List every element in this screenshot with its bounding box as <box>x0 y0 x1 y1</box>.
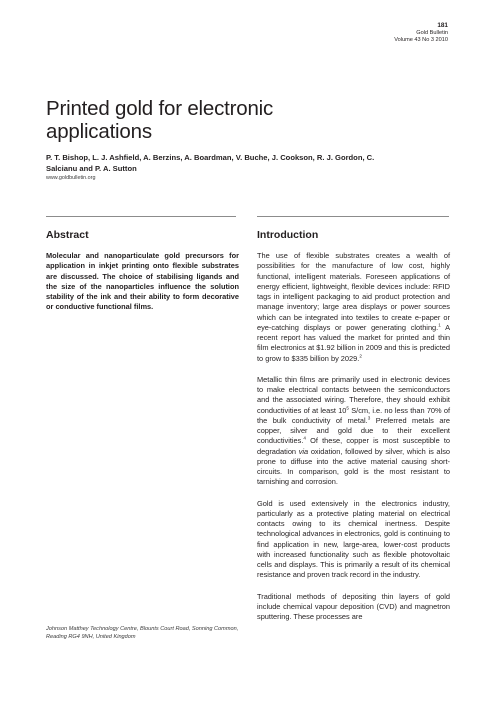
intro-paragraph-3: Gold is used extensively in the electronics industry, particularly as a protective plating material on electrical contacts owing to its chemical inertness. Despite technological advances in electronics, gold is continuing to find application in new, large-area, lower-cost products with increased functionality such as flexible photovoltaic cells and displays. This is primarily a result of its chemical resistance and proven track record in the industry. <box>257 498 450 580</box>
affiliation: Johnson Matthey Technology Centre, Blounts Court Road, Sonning Common, Reading RG4 9NH, United Kingdom <box>46 626 239 641</box>
intro-paragraph-1 <box>257 251 450 364</box>
intro-paragraph-2 <box>257 375 450 488</box>
intro-p2-text-d: Of these, copper is most susceptible to degradation <box>257 436 450 456</box>
introduction-body <box>257 251 450 633</box>
via-italic: via <box>298 446 309 456</box>
intro-paragraph-4: Traditional methods of depositing thin layers of gold include chemical vapour deposition (CVD) and magnetron sputtering. These processes are <box>257 591 450 621</box>
article-title: Printed gold for electronic applications <box>46 97 274 143</box>
journal-url[interactable]: www.goldbulletin.org <box>46 175 96 181</box>
volume-info: Volume 43 No 3 2010 <box>394 37 448 44</box>
exponent: 5 <box>346 405 349 411</box>
intro-p2-text-c: Preferred metals are copper, silver and gold due to their excellent conductivities. <box>257 415 450 446</box>
introduction-heading: Introduction <box>257 229 319 241</box>
citation-1: 1 <box>438 322 441 328</box>
abstract-heading: Abstract <box>46 229 89 241</box>
abstract-text: Molecular and nanoparticulate gold precursors for application in inkjet printing onto flexible substrates are discussed. The choice of stabilising ligands and the size of the nanoparticles influence the solution stability of the ink and their ability to form decorative or conductive functional films. <box>46 251 239 312</box>
citation-3: 3 <box>367 415 371 421</box>
intro-p2-text-b: S/cm, i.e. no less than 70% of the bulk conductivity of metal. <box>257 405 450 425</box>
page-number: 181 <box>437 22 448 29</box>
intro-p2-text-e: oxidation, followed by silver, which is also prone to diffuse into the active material causing short-circuits. In comparison, gold is the most resistant to tarnishing and corrosion. <box>257 446 450 487</box>
introduction-divider <box>257 216 449 217</box>
running-header <box>394 22 448 45</box>
author-list: P. T. Bishop, L. J. Ashfield, A. Berzins, A. Boardman, V. Buche, J. Cookson, R. J. Gordon, C. Salcianu and P. A. Sutton <box>46 153 375 173</box>
intro-p1-text-2: A recent report has valued the market for printed and thin film electronics at $1.92 billion in 2009 and this is predicted to grow to $335 billion by 2029. <box>257 322 451 363</box>
citation-4: 4 <box>303 435 306 441</box>
abstract-divider <box>46 216 236 217</box>
journal-name: Gold Bulletin <box>416 29 448 36</box>
citation-2: 2 <box>359 353 362 359</box>
intro-p1-text: The use of flexible substrates creates a wealth of possibilities for the manufacture of low cost, highly functional, intelligent materials. Foreseen applications of energy efficient, lightweight, flexible devices include: RFID tags in intelligent packaging to aid product protection and manage inventory; large area displays or power sources which can be integrated into textiles to create e-paper or eye-catching displays or power generating clothing. <box>257 251 450 332</box>
intro-p2-text-a: Metallic thin films are primarily used in electronic devices to make electrical contacts between the semiconductors and the associated wiring. Therefore, they should exhibit conductivities of at least 10 <box>257 374 450 415</box>
